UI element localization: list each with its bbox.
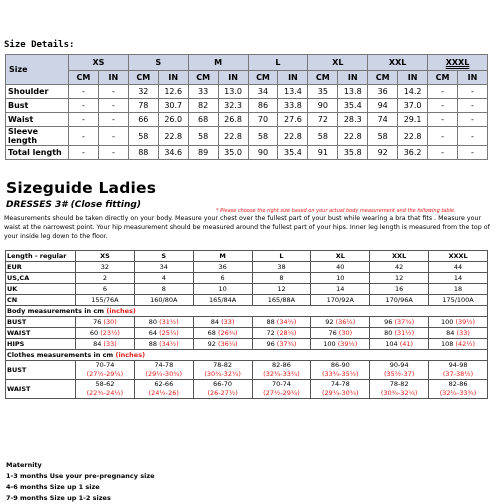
table-cell: 36.2 <box>398 146 428 160</box>
unit-cm: CM <box>428 71 458 85</box>
table-cell: - <box>428 146 458 160</box>
measurement-row <box>6 328 488 339</box>
cm-value: 66-70 <box>213 380 233 388</box>
inch-value: (33) <box>103 339 117 348</box>
measurement-cell <box>429 317 488 328</box>
cm-value: 86-90 <box>330 361 350 369</box>
table-cell: 35.4 <box>278 146 308 160</box>
conversion-row <box>6 295 488 306</box>
table-cell: 14 <box>311 284 370 295</box>
inch-value: (27½-29¼) <box>263 389 300 397</box>
table-cell: - <box>457 113 487 127</box>
table-cell: 8 <box>134 284 193 295</box>
size-header: XL <box>311 251 370 262</box>
table-cell: - <box>69 99 99 113</box>
inch-value: (28¼) <box>276 328 297 337</box>
unit-in: IN <box>338 71 368 85</box>
table-cell: 33.8 <box>278 99 308 113</box>
inch-value: (36¼) <box>217 339 238 348</box>
table-cell: 42 <box>370 262 429 273</box>
table-cell: - <box>428 85 458 99</box>
cm-value: 80 <box>148 317 158 326</box>
table-cell: 12 <box>252 284 311 295</box>
table-cell: 33 <box>188 85 218 99</box>
cm-value: 70-74 <box>272 380 291 388</box>
cm-value: 100 <box>323 339 336 348</box>
table-cell: 29.1 <box>398 113 428 127</box>
measurement-cell <box>370 328 429 339</box>
measurement-cell <box>134 317 193 328</box>
unit-cm: CM <box>128 71 158 85</box>
unit-in: IN <box>398 71 428 85</box>
cm-value: 74-78 <box>154 361 174 369</box>
measurement-cell <box>252 317 311 328</box>
table-cell: - <box>428 113 458 127</box>
inch-value: (30) <box>103 317 117 326</box>
table-cell: 82 <box>188 99 218 113</box>
measurement-cell <box>370 361 429 380</box>
table-cell: 170/92A <box>311 295 370 306</box>
table-cell: - <box>98 85 128 99</box>
table-cell: - <box>69 146 99 160</box>
maternity-line: 4-6 months Size up 1 size <box>6 483 100 491</box>
row-label: EUR <box>6 262 76 273</box>
cm-value: 100 <box>440 317 454 326</box>
table-cell: 10 <box>311 273 370 284</box>
table-cell: 22.8 <box>158 127 188 146</box>
cm-value: 84 <box>210 317 220 326</box>
cm-value: 60 <box>89 328 99 337</box>
size-header: XXXL <box>429 251 488 262</box>
measurement-cell <box>252 380 311 399</box>
cm-value: 80 <box>384 328 393 337</box>
row-label: Shoulder <box>6 85 69 99</box>
cm-value: 64 <box>148 328 158 337</box>
cm-value: 74-78 <box>330 380 350 388</box>
size-header-m: M <box>188 55 248 71</box>
table-cell: 32 <box>128 85 158 99</box>
measurement-cell <box>76 339 135 350</box>
cm-value: 82-86 <box>272 361 291 369</box>
table-cell: - <box>69 113 99 127</box>
table-cell: 14 <box>429 273 488 284</box>
table-cell: 78 <box>128 99 158 113</box>
unit-cm: CM <box>188 71 218 85</box>
body-measurements-section <box>6 306 488 317</box>
table-cell: 32 <box>76 262 135 273</box>
table-cell: 35.0 <box>218 146 248 160</box>
table-cell: 26.0 <box>158 113 188 127</box>
inch-value: (37¾) <box>394 317 415 326</box>
table-cell: - <box>98 127 128 146</box>
measurement-cell <box>252 328 311 339</box>
size-header-s: S <box>128 55 188 71</box>
measurement-row <box>6 317 488 328</box>
table-cell: 35.8 <box>338 146 368 160</box>
row-label: WAIST <box>6 328 76 339</box>
inch-value: (34½) <box>276 317 297 326</box>
inch-value: (24½-26) <box>148 389 179 397</box>
table-cell: 58 <box>308 127 338 146</box>
table-cell: 89 <box>188 146 218 160</box>
table-cell: 38 <box>252 262 311 273</box>
table-cell: 16 <box>370 284 429 295</box>
table-cell: 13.8 <box>338 85 368 99</box>
clothes-measurements-section-unit: (inches) <box>115 350 146 359</box>
size-header-xxl: XXL <box>368 55 428 71</box>
unit-cm: CM <box>69 71 99 85</box>
maternity-line: 7-9 months Size up 1-2 sizes <box>6 494 111 502</box>
table-cell: - <box>98 99 128 113</box>
measurement-cell <box>76 317 135 328</box>
table-cell: 27.6 <box>278 113 308 127</box>
measurement-cell <box>311 328 370 339</box>
sizeguide-table <box>5 250 488 399</box>
row-label: HIPS <box>6 339 76 350</box>
inch-value: (33) <box>456 328 470 337</box>
measurement-cell <box>429 361 488 380</box>
measurement-cell <box>134 361 193 380</box>
inch-value: (22¾-24½) <box>86 389 124 397</box>
maternity-section <box>6 460 155 504</box>
table-cell: - <box>457 146 487 160</box>
row-label: BUST <box>6 361 76 380</box>
measurement-cell <box>134 339 193 350</box>
table-row <box>6 85 488 99</box>
table-cell: 13.4 <box>278 85 308 99</box>
table-cell: 12 <box>370 273 429 284</box>
table-cell: 37.0 <box>398 99 428 113</box>
inch-value: (29¼-30¾) <box>145 370 183 378</box>
table-cell: 34.6 <box>158 146 188 160</box>
size-header-xxxl: XXXL <box>428 55 488 71</box>
table-cell: 175/100A <box>429 295 488 306</box>
maternity-line: 1-3 months Use your pre-pregnancy size <box>6 472 155 480</box>
measurement-cell <box>193 328 252 339</box>
table-cell: 4 <box>134 273 193 284</box>
cm-value: 84 <box>446 328 455 337</box>
cm-value: 88 <box>266 317 275 326</box>
size-header: L <box>252 251 311 262</box>
clothes-measurements-section-text: Clothes measurements in cm <box>7 350 114 359</box>
cm-value: 108 <box>440 339 454 348</box>
row-label: WAIST <box>6 380 76 399</box>
conversion-row <box>6 262 488 273</box>
measurement-cell <box>311 361 370 380</box>
row-label: Waist <box>6 113 69 127</box>
table-cell: 40 <box>311 262 370 273</box>
table-cell: 34 <box>134 262 193 273</box>
inch-value: (39½) <box>337 339 358 348</box>
table-cell: 88 <box>128 146 158 160</box>
measurement-cell <box>193 317 252 328</box>
table-cell: 26.8 <box>218 113 248 127</box>
table-cell: - <box>69 127 99 146</box>
inch-value: (30¾-32¼) <box>204 370 241 378</box>
inch-value: (37¾) <box>276 339 297 348</box>
table-row <box>6 127 488 146</box>
measurement-cell <box>134 328 193 339</box>
row-label: US,CA <box>6 273 76 284</box>
table-cell: 6 <box>76 284 135 295</box>
cm-value: 104 <box>385 339 398 348</box>
cm-value: 76 <box>93 317 102 326</box>
table-cell: 165/84A <box>193 295 252 306</box>
size-header-xs: XS <box>69 55 129 71</box>
measurement-cell <box>76 361 135 380</box>
measurement-cell <box>134 380 193 399</box>
body-measurements-section-title <box>6 306 488 317</box>
table-cell: 74 <box>368 113 398 127</box>
row-label: Bust <box>6 99 69 113</box>
size-header: S <box>134 251 193 262</box>
table-cell: - <box>98 113 128 127</box>
table-cell: 34 <box>248 85 278 99</box>
body-measurements-section-text: Body measurements in cm <box>7 306 105 315</box>
size-details-table <box>5 54 488 160</box>
size-header: M <box>193 251 252 262</box>
table-cell: 58 <box>368 127 398 146</box>
measurement-cell <box>76 328 135 339</box>
table-cell: 2 <box>76 273 135 284</box>
table-cell: 94 <box>368 99 398 113</box>
measurement-cell <box>193 339 252 350</box>
unit-cm: CM <box>248 71 278 85</box>
row-label: Total length <box>6 146 69 160</box>
inch-value: (34½) <box>159 339 179 348</box>
inch-value: (25¼) <box>159 328 179 337</box>
cm-value: 84 <box>93 339 102 348</box>
measurement-row <box>6 361 488 380</box>
inch-value: (33¾-35½) <box>322 370 359 378</box>
measurement-cell <box>252 361 311 380</box>
body-measurements-section-unit: (inches) <box>106 306 136 315</box>
clothes-measurements-section <box>6 350 488 361</box>
table-cell: 90 <box>308 99 338 113</box>
cm-value: 96 <box>266 339 275 348</box>
cm-value: 62-66 <box>154 380 174 388</box>
table-cell: 35.4 <box>338 99 368 113</box>
cm-value: 88 <box>148 339 158 348</box>
table-cell: 28.3 <box>338 113 368 127</box>
unit-cm: CM <box>368 71 398 85</box>
subheading: DRESSES 3# (Close fitting) <box>6 200 141 210</box>
inch-value: (30¾-32¼) <box>380 389 418 397</box>
inch-value: (26-27½) <box>207 389 238 397</box>
measurement-cell <box>76 380 135 399</box>
cm-value: 94-98 <box>448 361 468 369</box>
measurement-cell <box>311 339 370 350</box>
measurement-cell <box>193 361 252 380</box>
table-cell: - <box>428 99 458 113</box>
measurement-cell <box>311 380 370 399</box>
conversion-row <box>6 284 488 295</box>
cm-value: 76 <box>328 328 337 337</box>
measurement-cell <box>311 317 370 328</box>
table-cell: 66 <box>128 113 158 127</box>
row-label: CN <box>6 295 76 306</box>
table-cell: 90 <box>248 146 278 160</box>
conversion-row <box>6 273 488 284</box>
inch-value: (36¼) <box>335 317 356 326</box>
inch-value: (37-38½) <box>442 370 474 378</box>
unit-in: IN <box>98 71 128 85</box>
table-cell: 32.3 <box>218 99 248 113</box>
measurement-cell <box>429 339 488 350</box>
table-cell: 170/96A <box>370 295 429 306</box>
clothes-measurements-section-title <box>6 350 488 361</box>
table-cell: 72 <box>308 113 338 127</box>
inch-value: (33) <box>221 317 235 326</box>
table-cell: 22.8 <box>338 127 368 146</box>
table-cell: 6 <box>193 273 252 284</box>
unit-in: IN <box>278 71 308 85</box>
length-regular-label: Length - regular <box>6 251 76 262</box>
table-cell: 155/76A <box>76 295 135 306</box>
inch-value: (32¼-33¾) <box>439 389 477 397</box>
table-cell: 14.2 <box>398 85 428 99</box>
unit-cm: CM <box>308 71 338 85</box>
unit-in: IN <box>218 71 248 85</box>
size-header-xl: XL <box>308 55 368 71</box>
table-row <box>6 146 488 160</box>
inch-value: (39½) <box>455 317 476 326</box>
measurement-cell <box>193 380 252 399</box>
measurement-row <box>6 339 488 350</box>
table-cell: - <box>457 127 487 146</box>
inch-value: (31½) <box>394 328 415 337</box>
unit-in: IN <box>158 71 188 85</box>
cm-value: 82-86 <box>448 380 468 388</box>
table-cell: 36 <box>193 262 252 273</box>
table-cell: 70 <box>248 113 278 127</box>
table-cell: 160/80A <box>134 295 193 306</box>
maternity-title: Maternity <box>6 461 42 469</box>
table-cell: 22.8 <box>398 127 428 146</box>
table-cell: - <box>457 99 487 113</box>
table-cell: 92 <box>368 146 398 160</box>
table-cell: 22.8 <box>278 127 308 146</box>
measurement-cell <box>429 328 488 339</box>
cm-value: 90-94 <box>389 361 409 369</box>
inch-value: (41) <box>399 339 414 348</box>
table-cell: - <box>457 85 487 99</box>
cm-value: 70-74 <box>95 361 115 369</box>
inch-value: (29¼-30¾) <box>322 389 359 397</box>
measurement-cell <box>370 317 429 328</box>
size-header: XXL <box>370 251 429 262</box>
size-choice-note: * Please choose the right size based on your actual body measurement and the following table. <box>216 208 456 214</box>
inch-value: (35½-37) <box>384 370 415 378</box>
measurement-cell <box>370 339 429 350</box>
table-cell: 165/88A <box>252 295 311 306</box>
table-cell: 8 <box>252 273 311 284</box>
inch-value: (42½) <box>455 339 476 348</box>
table-cell: 91 <box>308 146 338 160</box>
table-cell: 13.0 <box>218 85 248 99</box>
table-cell: - <box>69 85 99 99</box>
inch-value: (26¾) <box>217 328 238 337</box>
cm-value: 92 <box>325 317 334 326</box>
size-header-l: L <box>248 55 308 71</box>
cm-value: 78-82 <box>389 380 409 388</box>
table-cell: 58 <box>188 127 218 146</box>
inch-value: (30) <box>338 328 353 337</box>
table-cell: - <box>98 146 128 160</box>
table-cell: 68 <box>188 113 218 127</box>
size-header: XS <box>76 251 135 262</box>
table-cell: 10 <box>193 284 252 295</box>
row-label: BUST <box>6 317 76 328</box>
table-cell: 58 <box>128 127 158 146</box>
table-cell: 86 <box>248 99 278 113</box>
unit-in: IN <box>457 71 487 85</box>
cm-value: 92 <box>207 339 216 348</box>
measurement-row <box>6 380 488 399</box>
size-details-title: Size Details: <box>4 40 75 50</box>
cm-value: 68 <box>207 328 216 337</box>
table-cell: 12.6 <box>158 85 188 99</box>
table-cell: 30.7 <box>158 99 188 113</box>
cm-value: 58-62 <box>95 380 115 388</box>
table-cell: 58 <box>248 127 278 146</box>
measurement-cell <box>370 380 429 399</box>
row-label: UK <box>6 284 76 295</box>
measurement-cell <box>252 339 311 350</box>
table-cell: - <box>428 127 458 146</box>
table-cell: 18 <box>429 284 488 295</box>
inch-value: (32¼-33¾) <box>263 370 300 378</box>
cm-value: 72 <box>266 328 275 337</box>
table-cell: 44 <box>429 262 488 273</box>
page-title: Sizeguide Ladies <box>6 179 157 197</box>
table-cell: 35 <box>308 85 338 99</box>
table-row <box>6 113 488 127</box>
cm-value: 96 <box>384 317 393 326</box>
inch-value: (31½) <box>159 317 179 326</box>
size-header-row <box>6 251 488 262</box>
table-row <box>6 99 488 113</box>
measurement-cell <box>429 380 488 399</box>
measurement-intro: Measurements should be taken directly on your body. Measure your chest over the fullest part of your bust while wearing a bra that fits . Measure your waist at the narrowest point. Your hip measurement should be measured around the fullest part of your hips. Inner leg length is measured from the top of your inside leg down to the floor. <box>4 215 490 240</box>
inch-value: (27½-29¼) <box>86 370 124 378</box>
row-label: Sleeve length <box>6 127 69 146</box>
table-cell: 36 <box>368 85 398 99</box>
cm-value: 78-82 <box>213 361 233 369</box>
table-cell: 22.8 <box>218 127 248 146</box>
inch-value: (23½) <box>100 328 120 337</box>
size-column-header: Size <box>6 55 69 85</box>
